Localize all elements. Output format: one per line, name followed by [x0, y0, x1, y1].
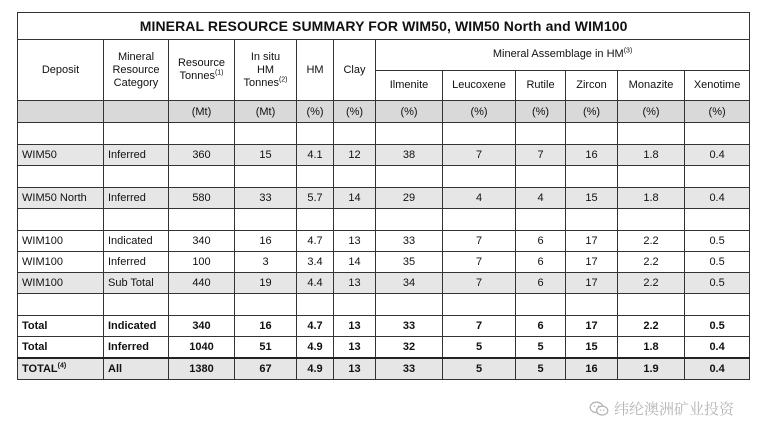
cell-hm: 4.4: [297, 273, 334, 294]
cell-ilmenite: 35: [376, 252, 443, 273]
header-monazite: Monazite: [618, 70, 685, 101]
header-tonnes: Resource Tonnes$^{(1)}$: [169, 40, 235, 101]
cell-ilmenite: 33: [376, 358, 443, 380]
cell-ilmenite: 38: [376, 145, 443, 166]
cell-deposit: WIM50 North: [18, 188, 104, 209]
cell-tonnes: 100: [169, 252, 235, 273]
spacer-row: [18, 166, 750, 188]
cell-insitu: 16: [235, 316, 297, 337]
cell-tonnes: 340: [169, 231, 235, 252]
cell-monazite: 2.2: [618, 231, 685, 252]
cell-ilmenite: 34: [376, 273, 443, 294]
cell-zircon: 15: [566, 337, 618, 359]
cell-tonnes: 580: [169, 188, 235, 209]
cell-hm: 4.1: [297, 145, 334, 166]
cell-deposit: WIM100: [18, 273, 104, 294]
cell-rutile: 6: [516, 273, 566, 294]
spacer-row: [18, 123, 750, 145]
cell-insitu: 16: [235, 231, 297, 252]
cell-xenotime: 0.4: [685, 145, 750, 166]
cell-category: Sub Total: [104, 273, 169, 294]
cell-tonnes: 1380: [169, 358, 235, 380]
cell-monazite: 1.8: [618, 337, 685, 359]
header-assemblage: Mineral Assemblage in HM$^{(3)}$: [376, 40, 750, 71]
cell-leucoxene: 7: [443, 231, 516, 252]
cell-xenotime: 0.5: [685, 273, 750, 294]
cell-zircon: 17: [566, 231, 618, 252]
spacer-row: [18, 294, 750, 316]
cell-hm: 4.9: [297, 337, 334, 359]
cell-leucoxene: 7: [443, 316, 516, 337]
resource-summary: [17, 12, 749, 380]
cell-deposit: Total: [18, 337, 104, 359]
cell-leucoxene: 5: [443, 358, 516, 380]
cell-zircon: 17: [566, 252, 618, 273]
cell-ilmenite: 33: [376, 316, 443, 337]
cell-zircon: 16: [566, 145, 618, 166]
cell-xenotime: 0.5: [685, 231, 750, 252]
cell-leucoxene: 4: [443, 188, 516, 209]
table-row: [18, 188, 750, 209]
cell-clay: 13: [334, 273, 376, 294]
table-row: [18, 337, 750, 359]
cell-insitu: 19: [235, 273, 297, 294]
cell-tonnes: 360: [169, 145, 235, 166]
cell-zircon: 16: [566, 358, 618, 380]
header-leucoxene: Leucoxene: [443, 70, 516, 101]
cell-xenotime: 0.4: [685, 188, 750, 209]
table-row: [18, 252, 750, 273]
cell-insitu: 67: [235, 358, 297, 380]
cell-monazite: 2.2: [618, 316, 685, 337]
unit-cell: (%): [685, 101, 750, 123]
header-zircon: Zircon: [566, 70, 618, 101]
header-clay: Clay: [334, 40, 376, 101]
cell-insitu: 3: [235, 252, 297, 273]
cell-monazite: 1.8: [618, 145, 685, 166]
cell-hm: 4.7: [297, 316, 334, 337]
cell-ilmenite: 33: [376, 231, 443, 252]
cell-zircon: 15: [566, 188, 618, 209]
cell-rutile: 7: [516, 145, 566, 166]
watermark-text: 纬纶澳洲矿业投资: [613, 400, 734, 418]
cell-clay: 14: [334, 252, 376, 273]
table-row: [18, 273, 750, 294]
cell-insitu: 33: [235, 188, 297, 209]
unit-cell: (%): [618, 101, 685, 123]
cell-category: All: [104, 358, 169, 380]
cell-clay: 13: [334, 358, 376, 380]
cell-clay: 13: [334, 337, 376, 359]
cell-category: Inferred: [104, 337, 169, 359]
cell-insitu: 51: [235, 337, 297, 359]
cell-category: Inferred: [104, 145, 169, 166]
cell-zircon: 17: [566, 273, 618, 294]
header-category: Mineral Resource Category: [104, 40, 169, 101]
cell-leucoxene: 7: [443, 252, 516, 273]
cell-monazite: 2.2: [618, 273, 685, 294]
cell-hm: 4.7: [297, 231, 334, 252]
resource-table: [17, 12, 750, 380]
cell-category: Inferred: [104, 252, 169, 273]
wechat-icon: [589, 401, 609, 417]
cell-leucoxene: 5: [443, 337, 516, 359]
unit-cell: (%): [376, 101, 443, 123]
cell-clay: 12: [334, 145, 376, 166]
cell-zircon: 17: [566, 316, 618, 337]
cell-hm: 4.9: [297, 358, 334, 380]
cell-monazite: 2.2: [618, 252, 685, 273]
table-row: [18, 358, 750, 380]
header-deposit: Deposit: [18, 40, 104, 101]
cell-category: Inferred: [104, 188, 169, 209]
cell-deposit: Total: [18, 316, 104, 337]
unit-cell: (%): [566, 101, 618, 123]
cell-xenotime: 0.4: [685, 337, 750, 359]
table-row: [18, 145, 750, 166]
unit-cell: (Mt): [235, 101, 297, 123]
header-hm: HM: [297, 40, 334, 101]
cell-tonnes: 340: [169, 316, 235, 337]
cell-leucoxene: 7: [443, 145, 516, 166]
cell-rutile: 4: [516, 188, 566, 209]
header-ilmenite: Ilmenite: [376, 70, 443, 101]
cell-clay: 13: [334, 316, 376, 337]
cell-monazite: 1.8: [618, 188, 685, 209]
cell-rutile: 5: [516, 358, 566, 380]
cell-tonnes: 440: [169, 273, 235, 294]
cell-rutile: 6: [516, 231, 566, 252]
cell-clay: 14: [334, 188, 376, 209]
cell-rutile: 6: [516, 252, 566, 273]
cell-category: Indicated: [104, 231, 169, 252]
unit-cell: [104, 101, 169, 123]
table-title: MINERAL RESOURCE SUMMARY FOR WIM50, WIM50 North and WIM100: [18, 13, 750, 40]
unit-cell: (%): [297, 101, 334, 123]
unit-cell: (%): [443, 101, 516, 123]
cell-clay: 13: [334, 231, 376, 252]
cell-deposit: WIM100: [18, 231, 104, 252]
cell-deposit: WIM50: [18, 145, 104, 166]
cell-leucoxene: 7: [443, 273, 516, 294]
cell-deposit: WIM100: [18, 252, 104, 273]
cell-hm: 5.7: [297, 188, 334, 209]
unit-cell: [18, 101, 104, 123]
unit-cell: (%): [334, 101, 376, 123]
cell-ilmenite: 29: [376, 188, 443, 209]
table-row: [18, 316, 750, 337]
unit-cell: (%): [516, 101, 566, 123]
cell-ilmenite: 32: [376, 337, 443, 359]
table-row: [18, 231, 750, 252]
unit-cell: (Mt): [169, 101, 235, 123]
watermark: [589, 398, 734, 419]
header-rutile: Rutile: [516, 70, 566, 101]
spacer-row: [18, 209, 750, 231]
cell-rutile: 6: [516, 316, 566, 337]
cell-insitu: 15: [235, 145, 297, 166]
cell-hm: 3.4: [297, 252, 334, 273]
cell-category: Indicated: [104, 316, 169, 337]
cell-xenotime: 0.4: [685, 358, 750, 380]
cell-rutile: 5: [516, 337, 566, 359]
cell-monazite: 1.9: [618, 358, 685, 380]
cell-deposit: TOTAL$^{(4)}$: [18, 358, 104, 380]
header-xenotime: Xenotime: [685, 70, 750, 101]
units-row: [18, 101, 750, 123]
cell-tonnes: 1040: [169, 337, 235, 359]
cell-xenotime: 0.5: [685, 316, 750, 337]
cell-xenotime: 0.5: [685, 252, 750, 273]
header-insitu: In situ HM Tonnes$^{(2)}$: [235, 40, 297, 101]
